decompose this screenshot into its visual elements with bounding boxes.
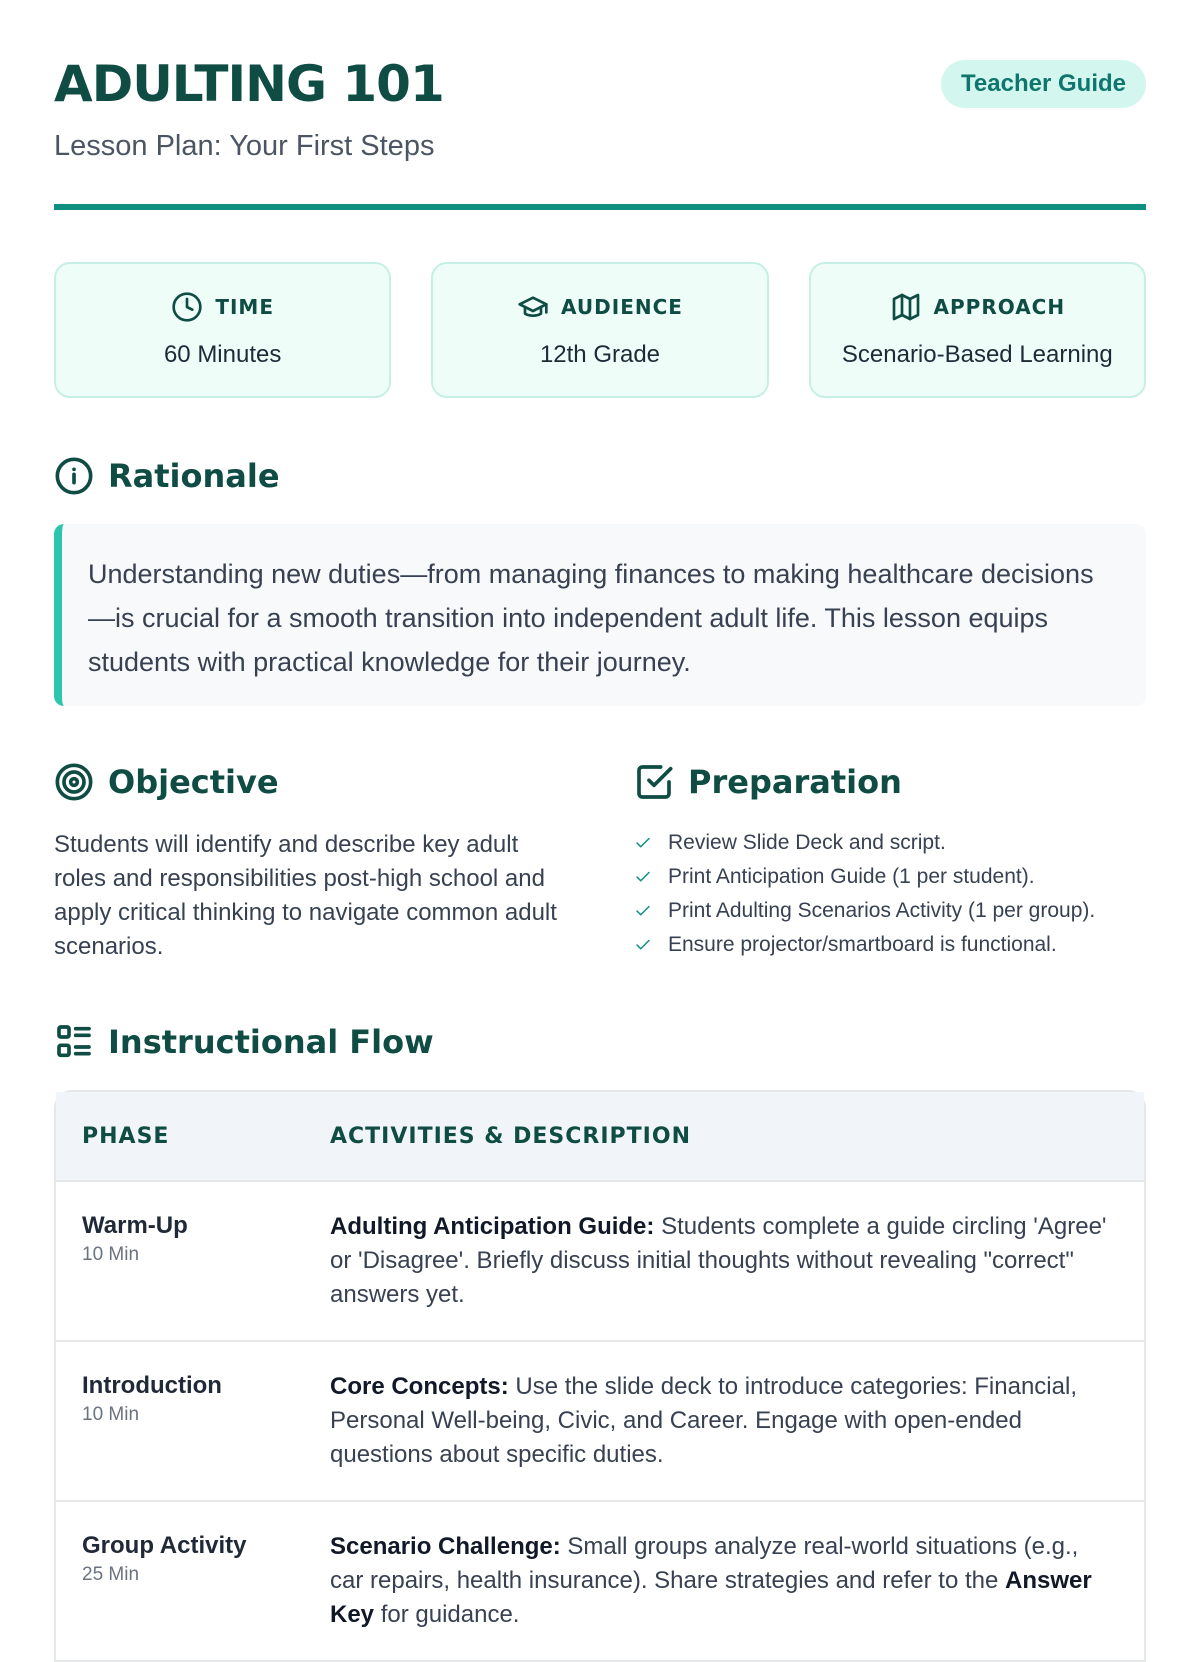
preparation-section xyxy=(634,762,1146,964)
list-item xyxy=(634,894,1146,928)
activity-text: Students complete a guide circling 'Agree' or 'Disagree'. Briefly discuss initial thoughts without revealing "correct" answers yet. xyxy=(330,1213,1107,1308)
phase-name: Introduction xyxy=(82,1372,222,1399)
audience-value: 12th Grade xyxy=(539,341,661,368)
answer-key-text: Answer Key xyxy=(330,1567,1092,1628)
rationale-heading xyxy=(54,456,1146,496)
approach-value: Scenario-Based Learning xyxy=(841,341,1113,368)
activity-text: Small groups analyze real-world situations (e.g., car repairs, health insurance). Share strategies and refer to the xyxy=(330,1533,1079,1594)
page-title: ADULTING 101 xyxy=(54,55,444,113)
rationale-text: Understanding new duties—from managing finances to making healthcare decisions—is crucial for a smooth transition into independent adult life. This lesson equips students with practical knowledge for their journey. xyxy=(54,524,1146,706)
approach-label: APPROACH xyxy=(933,295,1066,319)
map-icon xyxy=(890,291,922,323)
activity-title: Core Concepts: xyxy=(330,1373,509,1400)
list-item xyxy=(634,826,1146,860)
flow-title: Instructional Flow xyxy=(108,1023,434,1061)
clock-icon xyxy=(171,291,203,323)
column-header-activities: ACTIVITIES & DESCRIPTION xyxy=(330,1123,691,1149)
list-item xyxy=(634,860,1146,894)
phase-name: Warm-Up xyxy=(82,1212,188,1239)
check-icon xyxy=(634,834,652,852)
prep-item-text: Print Adulting Scenarios Activity (1 per group). xyxy=(668,899,1096,922)
table-row xyxy=(56,1340,1144,1500)
page-subtitle: Lesson Plan: Your First Steps xyxy=(54,130,435,162)
objective-title: Objective xyxy=(108,763,279,801)
phase-description xyxy=(330,1530,1144,1632)
activity-text: Use the slide deck to introduce categories: Financial, Personal Well-being, Civic, and Career. Engage with open-ended questions about specific duties. xyxy=(330,1373,1077,1468)
info-cards xyxy=(54,262,1146,398)
column-header-phase: PHASE xyxy=(82,1123,170,1149)
phase-name: Group Activity xyxy=(82,1532,247,1559)
graduation-cap-icon xyxy=(517,291,549,323)
phase-time: 25 Min xyxy=(82,1564,140,1585)
phase-time: 10 Min xyxy=(82,1244,140,1265)
header xyxy=(54,0,1146,210)
list-layout-icon xyxy=(54,1022,94,1062)
table-header xyxy=(56,1092,1144,1180)
check-icon xyxy=(634,868,652,886)
objective-section xyxy=(54,762,574,964)
check-icon xyxy=(634,902,652,920)
check-icon xyxy=(634,936,652,954)
preparation-heading xyxy=(634,762,1146,802)
approach-card xyxy=(809,262,1146,398)
activity-title: Adulting Anticipation Guide: xyxy=(330,1213,655,1240)
table-row xyxy=(56,1180,1144,1340)
time-label: TIME xyxy=(215,295,274,319)
time-value: 60 Minutes xyxy=(163,341,282,368)
preparation-title: Preparation xyxy=(688,763,902,801)
info-icon xyxy=(54,456,94,496)
time-card xyxy=(54,262,391,398)
audience-label: AUDIENCE xyxy=(561,295,683,319)
activity-title: Scenario Challenge: xyxy=(330,1533,561,1560)
audience-card xyxy=(431,262,768,398)
flow-heading xyxy=(54,1022,1146,1062)
teacher-guide-badge: Teacher Guide xyxy=(941,60,1146,108)
prep-item-text: Ensure projector/smartboard is functional. xyxy=(668,933,1057,956)
phase-description xyxy=(330,1210,1144,1312)
list-item xyxy=(634,928,1146,962)
objective-text: Students will identify and describe key adult roles and responsibilities post-high school and apply critical thinking to navigate common adult scenarios. xyxy=(54,831,557,960)
phase-description xyxy=(330,1370,1144,1472)
target-icon xyxy=(54,762,94,802)
table-row xyxy=(56,1500,1144,1660)
prep-item-text: Print Anticipation Guide (1 per student). xyxy=(668,865,1035,888)
phase-time: 10 Min xyxy=(82,1404,140,1425)
preparation-list xyxy=(634,826,1146,962)
objective-heading xyxy=(54,762,574,802)
flow-table xyxy=(54,1090,1146,1662)
activity-tail: for guidance. xyxy=(374,1601,520,1628)
objective-preparation xyxy=(54,762,1146,964)
checkbox-icon xyxy=(634,762,674,802)
prep-item-text: Review Slide Deck and script. xyxy=(668,831,946,854)
rationale-title: Rationale xyxy=(108,457,280,495)
